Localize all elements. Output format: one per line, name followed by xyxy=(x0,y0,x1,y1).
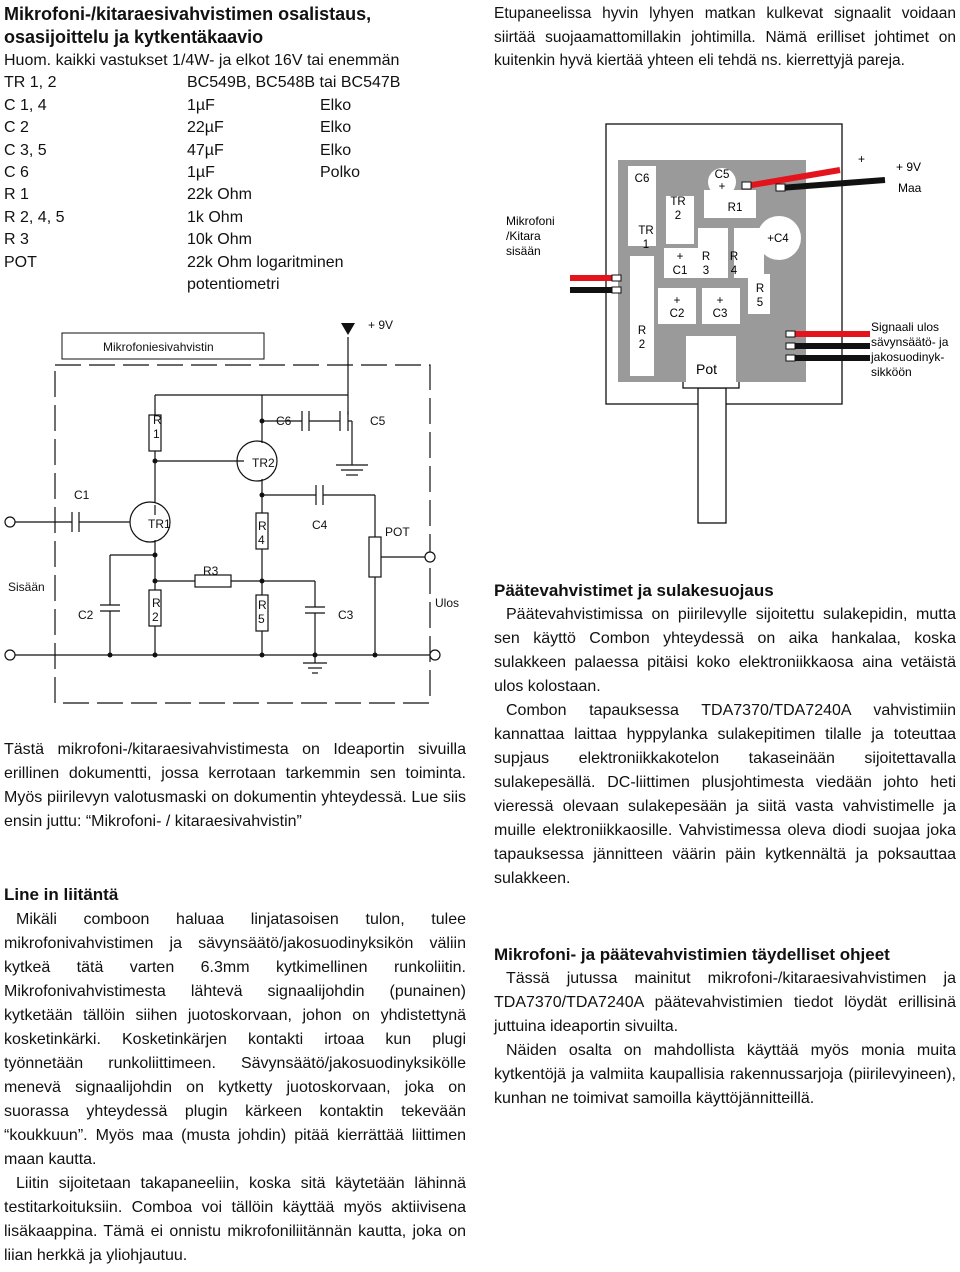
parts-list xyxy=(4,50,474,300)
svg-text:+C4: +C4 xyxy=(767,233,789,245)
svg-text:4: 4 xyxy=(258,533,265,547)
svg-text:C6: C6 xyxy=(634,173,650,185)
svg-text:/Kitara: /Kitara xyxy=(506,229,541,243)
svg-text:5: 5 xyxy=(258,612,265,626)
svg-text:2: 2 xyxy=(638,339,646,351)
svg-text:2: 2 xyxy=(152,610,159,624)
layout-output-label: Signaali ulos xyxy=(871,320,940,334)
intro-right: Etupaneelissa hyvin lyhyen matkan kulkevat signaalit voidaan siirtää suojaamattomillakin johtimilla. Nämä erilliset johtimet on kuitenkin hyvä kiertää yhteen eli tehdä ns. kierrettyjä pareja. xyxy=(494,5,956,69)
layout-ground-label: Maa xyxy=(898,181,922,195)
part-value: 1µF xyxy=(187,96,215,114)
svg-text:1: 1 xyxy=(153,427,160,441)
pot-shaft xyxy=(698,388,726,523)
parts-intro: Huom. kaikki vastukset 1/4W- ja elkot 16V tai enemmän xyxy=(4,52,400,69)
svg-text:C4: C4 xyxy=(312,518,328,532)
svg-text:4: 4 xyxy=(730,265,738,277)
svg-text:5: 5 xyxy=(756,297,764,309)
right-paragraph-4: Näiden osalta on mahdollista käyttää myös monia muita kytkentöjä ja valmiita kaupallisia rakennussarjoja (piirilevyineen), kunhan ne toimivat samoilla käyttöjännitteillä. xyxy=(494,1042,956,1107)
part-value: potentiometri xyxy=(187,276,280,293)
part-value: 22µF xyxy=(187,119,224,137)
right-paragraph-3: Tässä jutussa mainitut mikrofoni-/kitaraesivahvistimen ja TDA7370/TDA7240A päätevahvistimien tiedot löydät erillisinä juttuina ideaportin sivuilta. xyxy=(494,970,956,1035)
right-text-block xyxy=(494,603,956,891)
svg-text:R1: R1 xyxy=(727,202,743,214)
svg-text:+: + xyxy=(673,295,681,307)
part-value: 22k Ohm logaritminen xyxy=(187,253,344,271)
part-ref: C 2 xyxy=(4,119,29,137)
layout-plus-label: + xyxy=(858,152,866,166)
part-value: 10k Ohm xyxy=(187,231,252,249)
svg-text:C5: C5 xyxy=(714,169,730,181)
part-ref: C 1, 4 xyxy=(4,96,47,114)
right-paragraph-2: Combon tapauksessa TDA7370/TDA7240A vahvistimiin kannattaa laittaa hyppylanka sulakepitimen tilalle ja toteuttaa supjaus elektroniikkakotelon takaseinään sijoitettavalla sulakepesällä. DC-liittimen plusjohtimesta viedään johto heti vieressä olevaan sulakepesään ja siitä vasta vahvistimelle ja muille elektroniikkaosille. Vahvistimessa oleva diodi suojaa joka tapauksessa jännitteen väärin päin kytkennältä ja poksauttaa sulakkeen. xyxy=(494,702,956,887)
left-text-block xyxy=(4,738,466,834)
schematic-title: Mikrofoniesivahvistin xyxy=(103,340,214,354)
svg-text:Ulos: Ulos xyxy=(435,596,460,610)
layout-pot-label: Pot xyxy=(696,361,718,377)
svg-text:1: 1 xyxy=(642,239,650,251)
instructions-heading: Mikrofoni- ja päätevahvistimien täydelliset ohjeet xyxy=(494,945,890,964)
right-paragraph-1: Päätevahvistimissa on piirilevylle sijoitettu sulakepidin, mutta sen käyttö Combon yhteydessä on aika hankalaa, koska sulakkeen palaessa pitäisi koko elektroniikkaosa aina vetäistä ulos kolostaan. xyxy=(494,606,956,695)
svg-text:+: + xyxy=(718,181,726,193)
part-ref: POT xyxy=(4,253,37,271)
left-paragraph-3: Liitin sijoitetaan takapaneeliin, koska sitä käytetään lähinnä testitarkoituksiin. Comboa voi tällöin käyttää myös aktiivisena lisäkaappina. Tämä ei onnistu mikrofoniliitännän kautta, joka on liian herkkä ja yliohjautuu. xyxy=(4,1175,466,1264)
part-value: 47µF xyxy=(187,141,224,159)
svg-text:C6: C6 xyxy=(276,414,292,428)
pot-resistor xyxy=(369,537,381,577)
part-type: Polko xyxy=(320,164,361,181)
svg-text:R3: R3 xyxy=(203,564,219,578)
svg-text:Sisään: Sisään xyxy=(8,580,45,594)
svg-text:C5: C5 xyxy=(370,414,386,428)
part-ref: C 6 xyxy=(4,164,29,181)
part-ref: R 1 xyxy=(4,186,29,204)
svg-text:TR2: TR2 xyxy=(252,456,275,470)
board-layout-diagram xyxy=(490,110,960,530)
schematic-diagram xyxy=(0,315,470,710)
svg-text:sikköön: sikköön xyxy=(871,365,912,379)
svg-text:R: R xyxy=(258,519,267,533)
svg-text:+ 9V: + 9V xyxy=(368,318,394,332)
schematic-labels xyxy=(8,318,459,626)
svg-text:R: R xyxy=(755,283,765,295)
svg-text:2: 2 xyxy=(674,210,682,222)
page-title: Mikrofoni-/kitaraesivahvistimen osalistaus, osasijoittelu ja kytkentäkaavio xyxy=(4,4,372,47)
svg-text:sävynsäätö- ja: sävynsäätö- ja xyxy=(871,335,949,349)
svg-text:POT: POT xyxy=(385,525,410,539)
part-ref: R 2, 4, 5 xyxy=(4,208,65,226)
svg-text:C1: C1 xyxy=(672,265,688,277)
line-in-heading: Line in liitäntä xyxy=(4,885,119,904)
supply-arrow-icon xyxy=(341,323,355,335)
svg-text:R: R xyxy=(153,413,162,427)
svg-text:C1: C1 xyxy=(74,488,90,502)
part-value: 1µF xyxy=(187,164,215,181)
svg-text:R: R xyxy=(701,251,711,263)
layout-supply-label: + 9V xyxy=(896,160,922,174)
svg-text:C2: C2 xyxy=(78,608,94,622)
svg-text:C2: C2 xyxy=(669,308,685,320)
svg-text:R: R xyxy=(152,596,161,610)
svg-text:R: R xyxy=(637,325,647,337)
svg-text:C3: C3 xyxy=(338,608,354,622)
power-amp-heading: Päätevahvistimet ja sulakesuojaus xyxy=(494,581,774,600)
left-paragraph-2: Mikäli comboon haluaa linjatasoisen tulon, tulee mikrofonivahvistimen ja sävynsäätö/jakosuodinyksikön väliin kytkeä tätä varten 6.3mm kytkimellinen runkoliitin. Mikrofonivahvistimesta lähtevä signaalijohdin (punainen) kytketään tällöin siihen juotoskorvaan, johon on yhdistettynä kosketinkärki. Kosketinkärjen kontakti irtoaa kun plugi työnnetään runkoliittimeen. Sävynsäätö/jakosuodinyksikölle menevä signaalijohdin on kytketty juotoskorvaan, joka on suorassa yhteydessä plugin kärkeen kontaktin tekevään “koukkuun”. Myös maa (musta johdin) pitää kierrättää liittimen maan kautta. xyxy=(4,911,466,1168)
part-type: Elko xyxy=(320,141,352,159)
svg-text:TR: TR xyxy=(638,225,654,237)
part-ref: C 3, 5 xyxy=(4,141,47,159)
part-value: BC549B, BC548B tai BC547B xyxy=(187,74,401,92)
layout-input-label: Mikrofoni xyxy=(506,214,555,228)
part-ref: R 3 xyxy=(4,231,29,249)
svg-text:jakosuodinyk-: jakosuodinyk- xyxy=(871,350,945,364)
svg-text:TR1: TR1 xyxy=(148,517,171,531)
part-value: 22k Ohm xyxy=(187,186,252,204)
right-text-block-2 xyxy=(494,967,956,1111)
svg-text:TR: TR xyxy=(670,196,686,208)
svg-text:3: 3 xyxy=(702,265,710,277)
svg-text:+: + xyxy=(676,251,684,263)
svg-text:+: + xyxy=(716,295,724,307)
svg-text:sisään: sisään xyxy=(506,244,541,258)
left-paragraph-1: Tästä mikrofoni-/kitaraesivahvistimesta on Ideaportin sivuilla erillinen dokumentti, jossa kerrotaan tarkemmin sen toiminta. Myös piirilevyn valotusmaski on dokumentin yhteydessä. Lue siis ensin juttu: “Mikrofoni- / kitaraesivahvistin” xyxy=(4,741,466,830)
part-type: Elko xyxy=(320,119,352,137)
left-text-block-2 xyxy=(4,908,466,1268)
part-ref: TR 1, 2 xyxy=(4,74,57,92)
svg-text:R: R xyxy=(258,598,267,612)
part-value: 1k Ohm xyxy=(187,208,244,226)
part-type: Elko xyxy=(320,96,352,114)
svg-text:C3: C3 xyxy=(712,308,728,320)
svg-text:R: R xyxy=(729,251,739,263)
